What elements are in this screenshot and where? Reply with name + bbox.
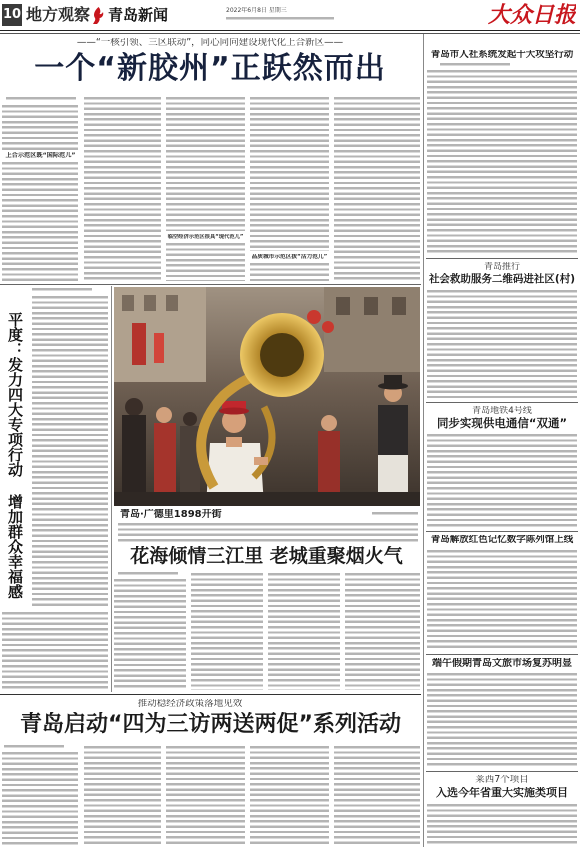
- photo-caption-text: [118, 523, 418, 542]
- article-body-text: [114, 579, 186, 690]
- column-rule: [111, 286, 112, 692]
- article-body-text: [32, 296, 108, 606]
- article-body-text: [334, 746, 420, 845]
- photo-credit: [372, 512, 418, 515]
- article-body-text: [427, 434, 577, 527]
- article-body-text: [427, 290, 577, 398]
- section-title: 地方观察: [26, 5, 90, 24]
- photo-guangdeli-street-performer: [114, 287, 420, 506]
- right-article-headline: 端午假期青岛文旅市场复苏明显: [432, 658, 572, 669]
- article-body-text: [2, 162, 78, 281]
- article-body-text: [191, 573, 263, 690]
- article-body-text: [2, 612, 108, 690]
- bottom-article-byline: [4, 745, 64, 748]
- article-body-text: [427, 673, 577, 767]
- article-body-text: [84, 746, 161, 845]
- right-article-headline: 同步实现供电通信“双通”: [436, 417, 568, 430]
- right-article-headline: 入选今年省重大实施类项目: [436, 787, 568, 799]
- sanjiangli-byline: [118, 572, 178, 575]
- pingdu-article-byline: [32, 288, 92, 291]
- article-body-text: [427, 550, 577, 650]
- right-column-rule: [423, 34, 424, 847]
- issue-date: 2022年6月8日 星期三: [226, 7, 287, 14]
- main-article-subhead: 临空经济示范区很具“现代范儿”: [167, 234, 244, 240]
- page-number: 10: [2, 4, 22, 26]
- article-body-text: [166, 746, 245, 845]
- main-article-headline: 一个“新胶州”正跃然而出: [34, 52, 386, 86]
- article-body-text: [250, 97, 329, 251]
- article-body-text: [166, 97, 245, 231]
- main-article-subhead: 品质城市示范区拔“活力范儿”: [251, 254, 328, 260]
- section-rule: [0, 694, 421, 695]
- article-rule: [426, 531, 578, 532]
- right-article-headline: 社会救助服务二维码进社区(村): [428, 273, 576, 285]
- pingdu-headline-line2: 增加群众幸福感: [6, 494, 24, 599]
- right-article-byline: [440, 63, 510, 66]
- article-body-text: [427, 804, 577, 845]
- sanjiangli-headline: 花海倾情三江里 老城重聚烟火气: [130, 546, 403, 567]
- right-article-headline: 青岛解放红色记忆数字陈列馆上线: [430, 535, 574, 545]
- header-rule: [0, 30, 580, 31]
- bottom-article-kicker: 推动稳经济政策落地见效: [137, 699, 243, 709]
- section-name: 青岛新闻: [108, 6, 169, 24]
- right-article-pre-headline: 青岛推行: [483, 262, 520, 272]
- article-body-text: [427, 70, 577, 254]
- article-body-text: [250, 746, 329, 845]
- article-rule: [426, 654, 578, 655]
- article-body-text: [250, 263, 329, 281]
- article-body-text: [345, 573, 420, 690]
- right-article-pre-headline: 莱西7个项目: [475, 775, 529, 785]
- article-rule: [426, 771, 578, 772]
- right-article-headline: 青岛市人社系统发起十大攻坚行动: [430, 50, 574, 60]
- article-body-text: [84, 97, 161, 281]
- masthead-logo: 大众日报: [487, 2, 576, 28]
- pingdu-headline-line1: 平度：发力四大专项行动: [6, 312, 24, 477]
- right-article-pre-headline: 青岛地铁4号线: [472, 406, 532, 416]
- header-rule-thin: [0, 33, 580, 34]
- article-body-text: [334, 97, 420, 281]
- section-rule: [0, 284, 421, 285]
- photo-title: 青岛·广德里1898开街: [120, 509, 222, 520]
- article-body-text: [166, 243, 245, 281]
- bottom-article-headline: 青岛启动“四为三访两送两促”系列活动: [20, 712, 401, 737]
- main-article-kicker: ——“一核引领、三区联动”，同心同向建设现代化上合新区——: [76, 38, 344, 48]
- article-rule: [426, 402, 578, 403]
- article-body-text: [2, 105, 78, 150]
- main-article-subhead: 上合示范区既“国际范儿”: [5, 152, 76, 159]
- header-info-line: [226, 17, 334, 20]
- article-rule: [426, 258, 578, 259]
- main-article-byline: [6, 97, 76, 100]
- section-emblem-icon: [91, 6, 106, 25]
- article-body-text: [268, 573, 340, 690]
- article-body-text: [2, 752, 78, 845]
